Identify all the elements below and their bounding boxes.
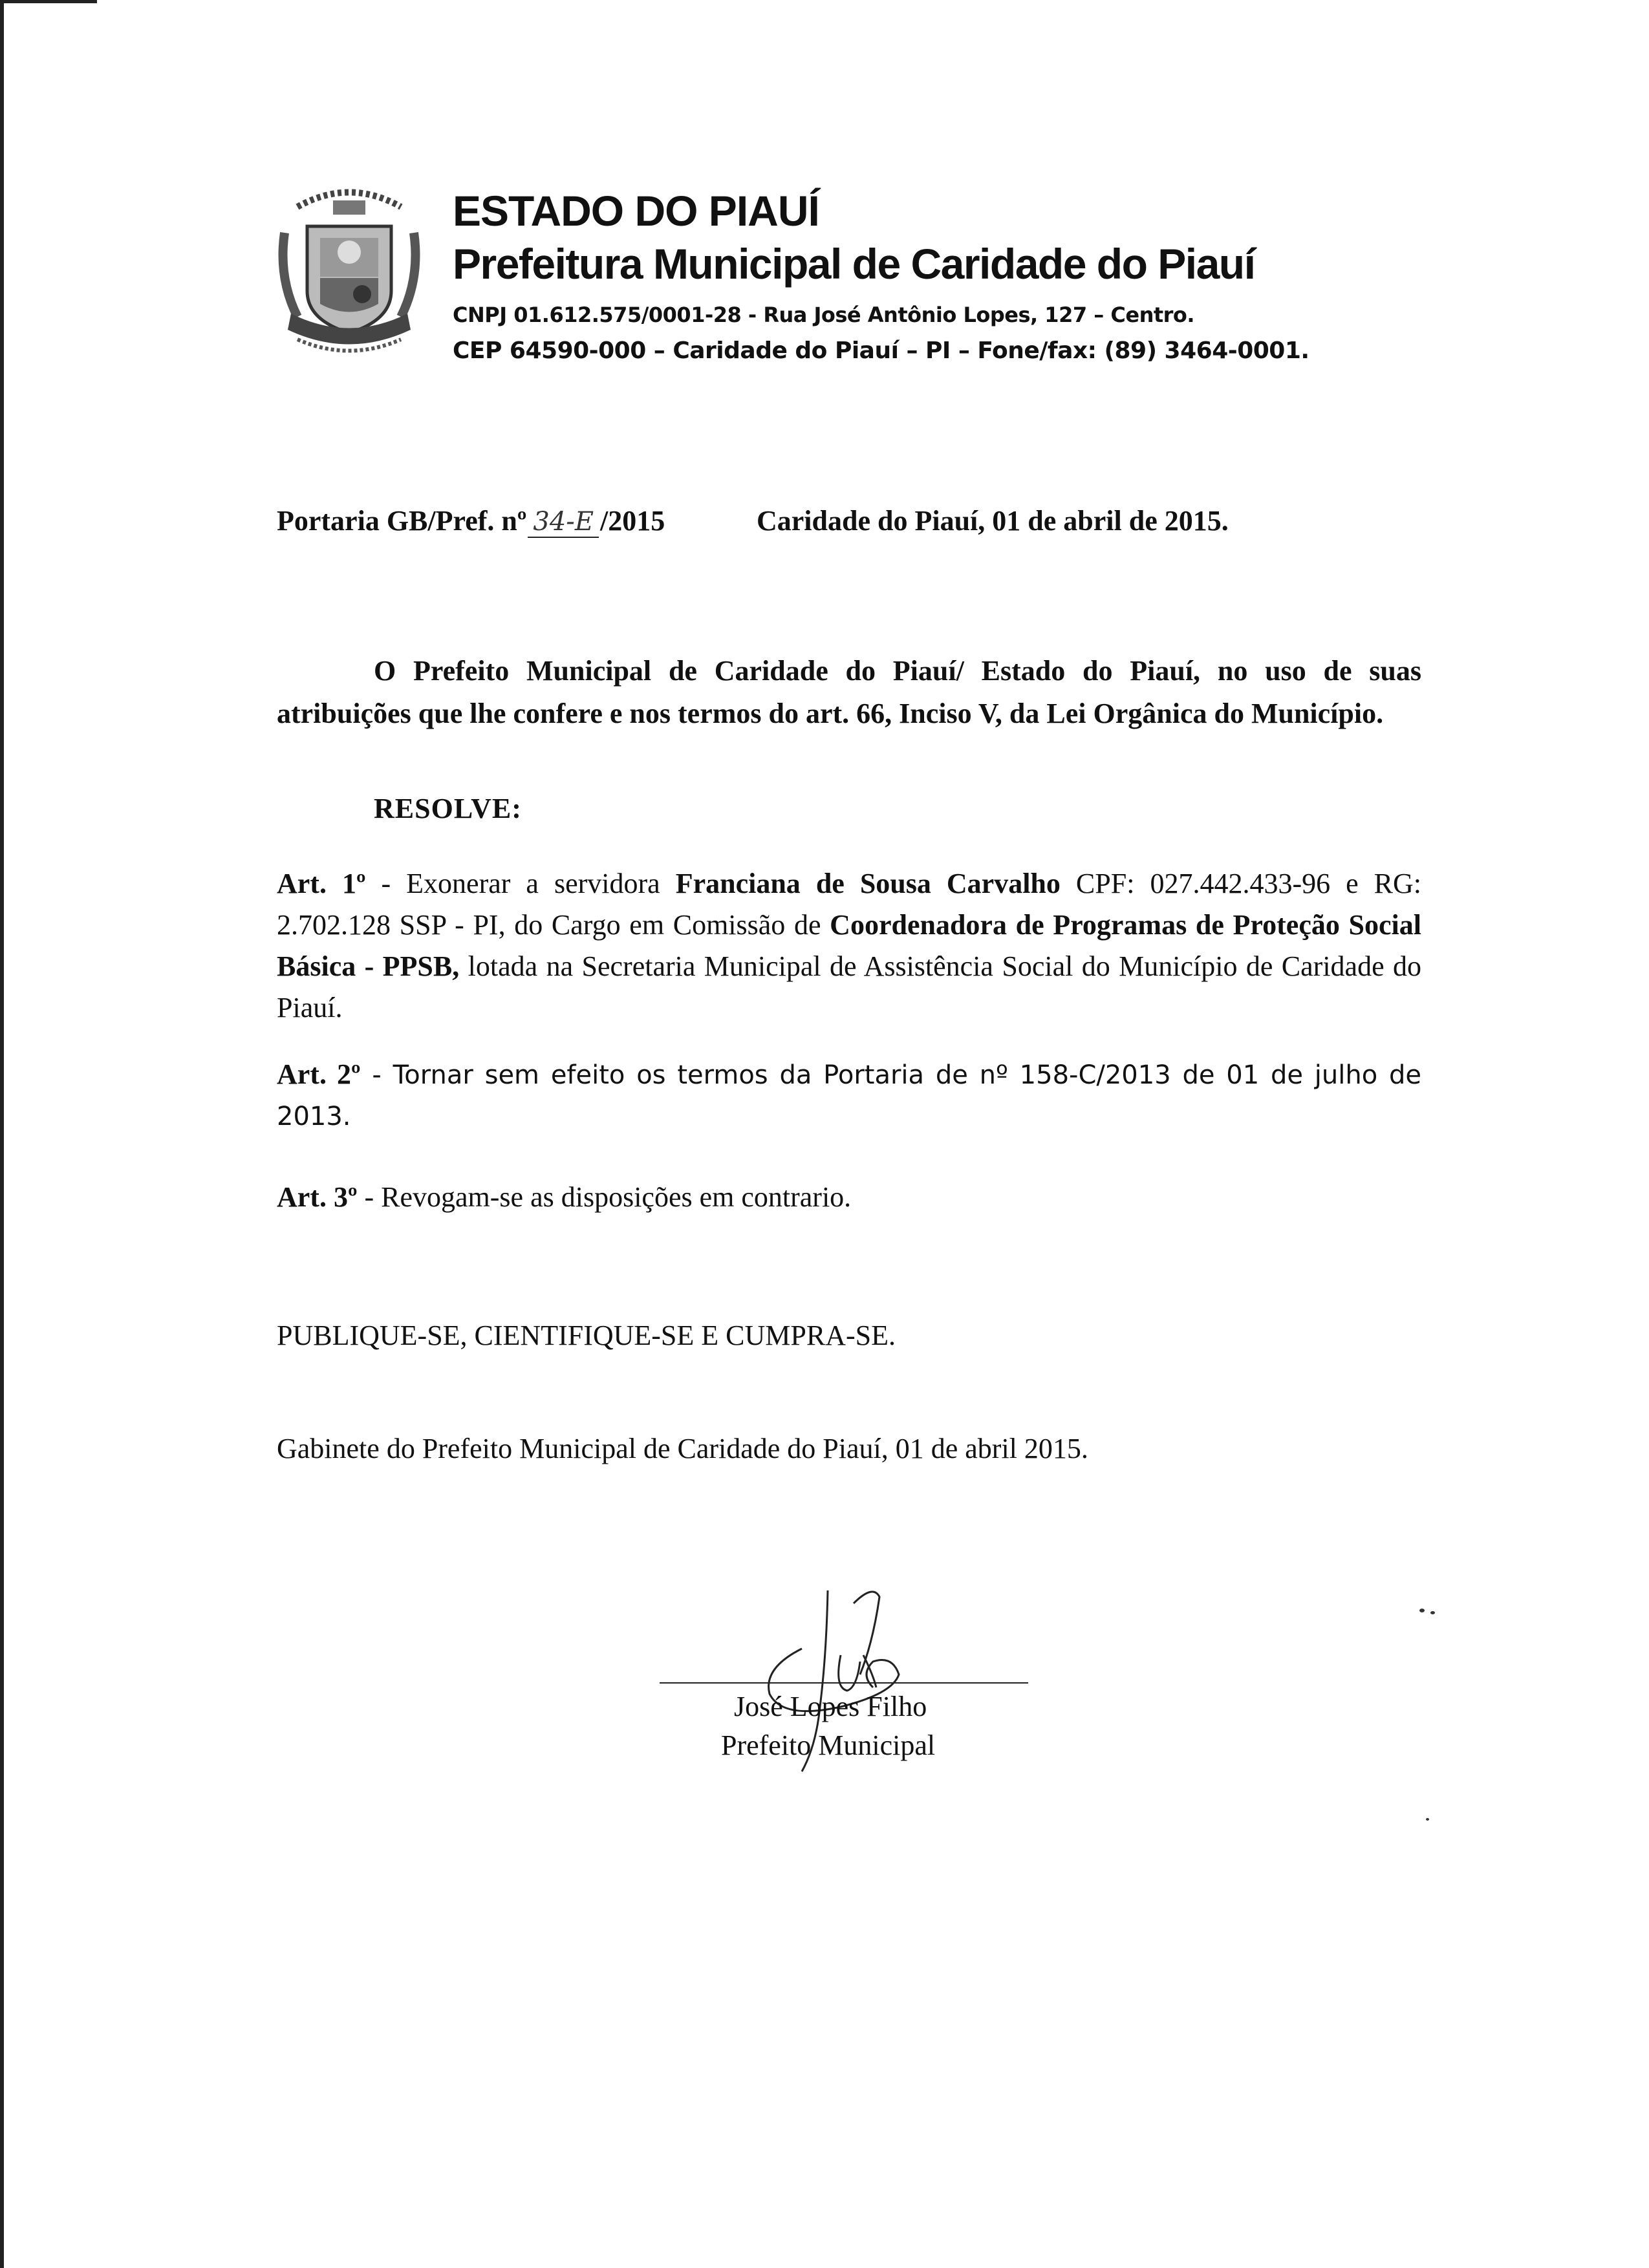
signatory-name: José Lopes Filho bbox=[734, 1691, 927, 1722]
scan-edge-top bbox=[0, 0, 97, 3]
gabinete-line: Gabinete do Prefeito Municipal de Caridade do Piauí, 01 de abril 2015. bbox=[277, 1433, 1088, 1464]
document-date: Caridade do Piauí, 01 de abril de 2015. bbox=[757, 505, 1229, 537]
letterhead bbox=[453, 187, 1487, 367]
article-1-label: Art. 1º bbox=[277, 868, 366, 899]
scan-speck bbox=[1430, 1611, 1435, 1614]
portaria-reference bbox=[277, 504, 665, 538]
signature-line bbox=[660, 1682, 1028, 1684]
portaria-suffix: /2015 bbox=[600, 505, 665, 537]
prefecture-name: Prefeitura Municipal de Caridade do Piauí bbox=[453, 240, 1255, 288]
article-1 bbox=[277, 863, 1421, 1029]
article-3-text: - Revogam-se as disposições em contrario. bbox=[357, 1181, 852, 1213]
employee-name: Franciana de Sousa Carvalho bbox=[675, 868, 1061, 899]
state-name: ESTADO DO PIAUÍ bbox=[453, 187, 819, 235]
article-2 bbox=[277, 1054, 1421, 1137]
municipal-crest-icon bbox=[272, 181, 427, 362]
position-title: Coordenadora de Programas de Proteção Social Básica - PPSB, bbox=[277, 909, 1421, 982]
scan-speck bbox=[1419, 1609, 1425, 1612]
scan-edge-left bbox=[0, 0, 4, 2268]
article-1-text-b: CPF: 027.442.433-96 e RG: 2.702.128 SSP - PI, do Cargo em Comissão de bbox=[277, 868, 1421, 941]
article-2-label: Art. 2º bbox=[277, 1058, 361, 1090]
article-1-text-a: - Exonerar a servidora bbox=[365, 868, 676, 899]
article-1-text-c: lotada na Secretaria Municipal de Assistência Social do Município de Caridade do Piauí. bbox=[277, 950, 1422, 1023]
scan-speck bbox=[1426, 1818, 1429, 1821]
article-3 bbox=[277, 1177, 1421, 1218]
resolve-heading: RESOLVE: bbox=[374, 793, 522, 824]
preamble: O Prefeito Municipal de Caridade do Piauí/ Estado do Piauí, no uso de suas atribuições que lhe confere e nos termos do art. 66, Inciso V, da Lei Orgânica do Município. bbox=[277, 655, 1421, 729]
handwritten-number: 34-E bbox=[528, 507, 599, 538]
closing-statement: PUBLIQUE-SE, CIENTIFIQUE-SE E CUMPRA-SE. bbox=[277, 1320, 896, 1351]
contact-line: CEP 64590-000 – Caridade do Piauí – PI – Fone/fax: (89) 3464-0001. bbox=[453, 337, 1310, 364]
signatory-role: Prefeito Municipal bbox=[721, 1729, 936, 1761]
article-2-text: - Tornar sem efeito os termos da Portaria de nº 158-C/2013 de 01 de julho de 2013. bbox=[277, 1060, 1421, 1131]
address-line: CNPJ 01.612.575/0001-28 - Rua José Antônio Lopes, 127 – Centro. bbox=[453, 303, 1195, 327]
portaria-prefix: Portaria GB/Pref. nº bbox=[277, 505, 527, 537]
article-3-label: Art. 3º bbox=[277, 1181, 358, 1213]
